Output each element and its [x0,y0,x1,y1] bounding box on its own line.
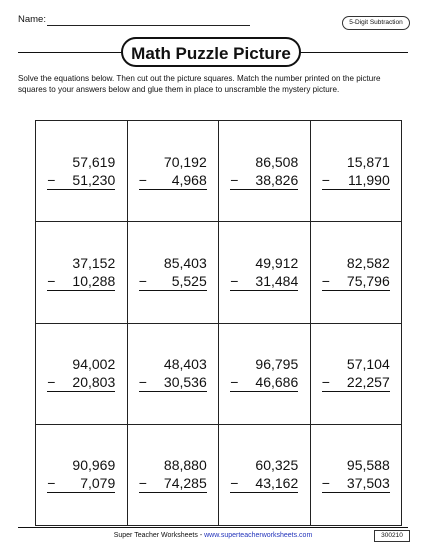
footer [0,532,426,539]
minuend: 57,619 [72,153,116,170]
minus-sign: − [138,475,147,492]
minus-sign: − [47,475,56,492]
subtrahend: 20,803 [72,374,116,391]
problem-cell [219,324,311,425]
subtraction-problem [139,355,207,392]
subtrahend-row [47,272,115,291]
worksheet-code: 300210 [374,530,410,542]
instructions: Solve the equations below. Then cut out the picture squares. Match the number printed on the picture squares to your answers below and glue them in place to unscramble the mystery picture. [18,74,381,94]
minus-sign: − [230,475,239,492]
problem-cell [311,121,403,222]
minus-sign: − [138,272,147,289]
problem-cell [128,324,220,425]
minuend: 37,152 [72,254,116,271]
subtraction-problem [230,254,298,291]
subtrahend: 46,686 [255,374,299,391]
problem-grid [35,120,402,526]
footer-rule [18,527,408,528]
subtraction-problem [230,355,298,392]
subtrahend-row [139,474,207,493]
subtrahend-row [230,171,298,190]
subtrahend-row [322,171,390,190]
subtrahend-row [322,474,390,493]
subtrahend-row [322,373,390,392]
subtrahend: 11,990 [347,171,390,188]
subtrahend-row [230,272,298,291]
problem-cell [128,222,220,323]
minuend: 86,508 [255,153,299,170]
subtrahend: 31,484 [255,272,299,289]
subtrahend: 75,796 [346,272,390,289]
problem-cell [36,425,128,526]
footer-brand: Super Teacher Worksheets [113,532,198,539]
subtrahend: 43,162 [255,475,299,492]
minus-sign: − [230,272,239,289]
minus-sign: − [138,374,147,391]
minuend: 90,969 [72,457,116,474]
subtraction-problem [230,153,298,190]
subtrahend-row [47,474,115,493]
subtrahend: 74,285 [163,475,207,492]
problem-cell [36,324,128,425]
minus-sign: − [321,272,330,289]
name-label: Name: [18,14,46,25]
subtrahend-row [47,373,115,392]
footer-separator: - [197,532,205,539]
minuend: 48,403 [163,356,207,373]
subtraction-problem [47,355,115,392]
problem-cell [219,222,311,323]
subtraction-problem [139,153,207,190]
subtrahend-row [139,373,207,392]
minuend: 60,325 [255,457,299,474]
minuend: 70,192 [163,153,207,170]
problem-cell [311,425,403,526]
topic-tag: 5-Digit Subtraction [342,16,410,30]
subtrahend-row [230,474,298,493]
subtraction-problem [139,456,207,493]
minuend: 88,880 [163,457,207,474]
minuend: 96,795 [255,356,299,373]
minuend: 85,403 [163,254,207,271]
subtrahend-row [322,272,390,291]
subtrahend-row [139,171,207,190]
subtrahend: 4,968 [171,171,207,188]
minuend: 49,912 [255,254,299,271]
subtrahend: 30,536 [163,374,207,391]
minuend: 94,002 [72,356,116,373]
subtraction-problem [322,355,390,392]
minus-sign: − [230,374,239,391]
name-line[interactable] [47,25,250,26]
minus-sign: − [321,475,330,492]
problem-cell [128,425,220,526]
minus-sign: − [138,171,147,188]
footer-url[interactable]: www.superteacherworksheets.com [204,532,313,539]
minuend: 82,582 [346,254,390,271]
subtrahend: 5,525 [171,272,207,289]
minus-sign: − [230,171,239,188]
subtraction-problem [322,254,390,291]
page-title: Math Puzzle Picture [121,37,301,67]
subtrahend-row [230,373,298,392]
minuend: 15,871 [346,153,390,170]
minus-sign: − [321,171,330,188]
subtrahend: 37,503 [346,475,390,492]
minuend: 95,588 [346,457,390,474]
problem-cell [36,121,128,222]
problem-cell [36,222,128,323]
problem-cell [311,324,403,425]
subtrahend: 7,079 [80,475,116,492]
subtraction-problem [47,456,115,493]
minus-sign: − [47,171,56,188]
minus-sign: − [321,374,330,391]
subtraction-problem [322,153,390,190]
subtraction-problem [47,254,115,291]
subtrahend-row [139,272,207,291]
subtrahend: 22,257 [346,374,390,391]
subtrahend-row [47,171,115,190]
subtrahend: 38,826 [255,171,299,188]
minuend: 57,104 [346,356,390,373]
subtrahend: 51,230 [72,171,116,188]
subtraction-problem [230,456,298,493]
subtraction-problem [322,456,390,493]
subtrahend: 10,288 [72,272,116,289]
problem-cell [311,222,403,323]
problem-cell [128,121,220,222]
minus-sign: − [47,374,56,391]
problem-cell [219,121,311,222]
subtraction-problem [47,153,115,190]
minus-sign: − [47,272,56,289]
subtraction-problem [139,254,207,291]
problem-cell [219,425,311,526]
